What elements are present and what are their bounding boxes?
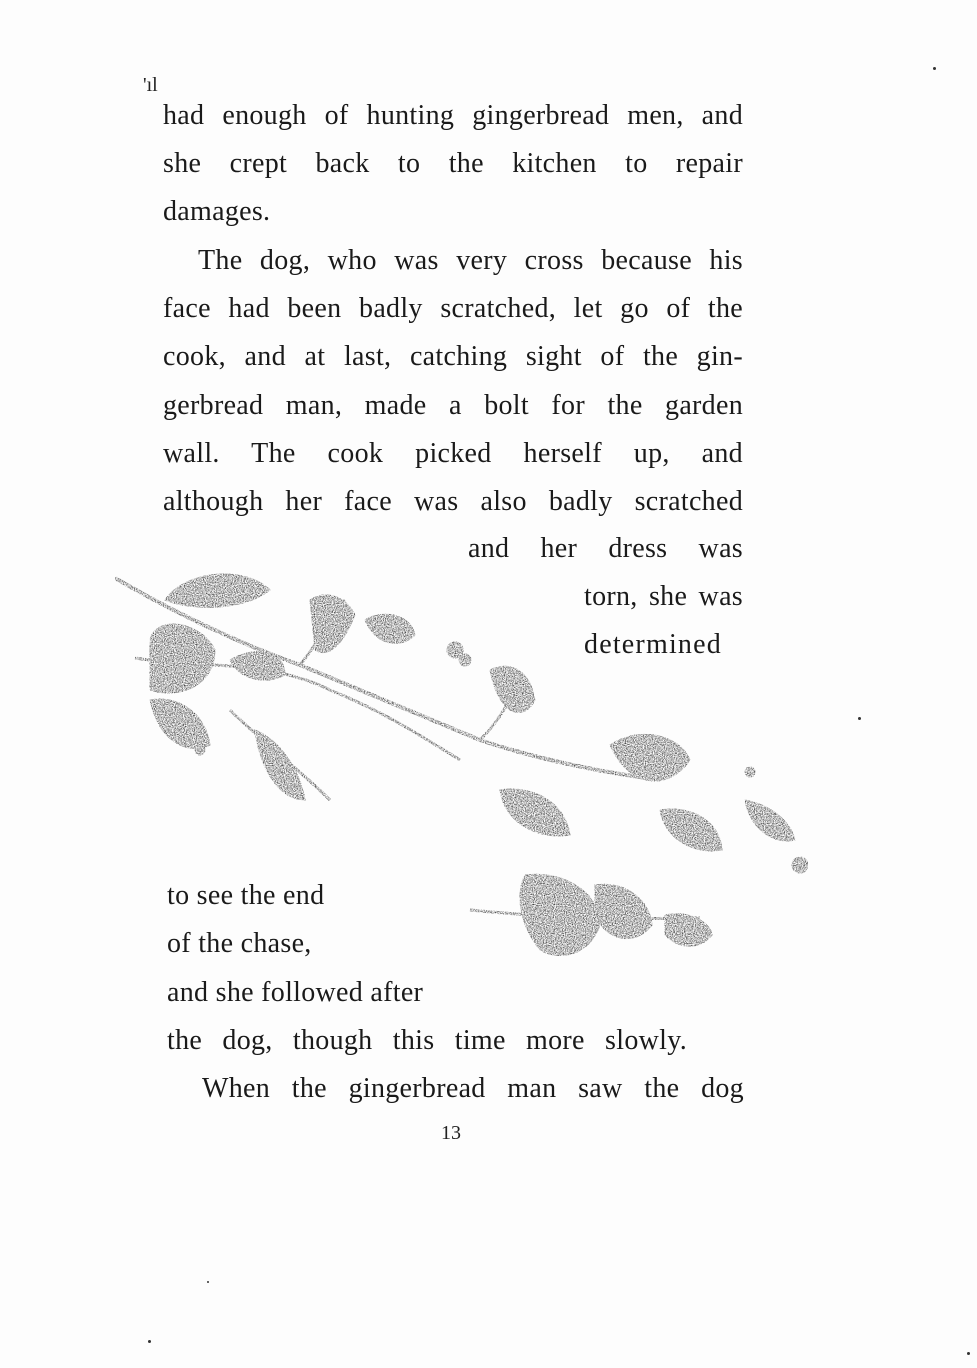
leaf [595,884,652,938]
berry [195,745,205,755]
leaf [150,624,215,693]
scan-speck [207,1281,209,1283]
leaf [165,574,270,607]
leaf [500,789,570,836]
leaf [255,730,305,800]
text-line-6: cook, and at last, catching sight of the gin- [163,341,743,372]
text-line-8: wall. The cook picked herself up, and [163,438,743,469]
leaf [150,699,210,748]
text-line-7: gerbread man, made a bolt for the garden [163,390,743,421]
text-line-5: face had been badly scratched, let go of the [163,293,743,324]
margin-mark: 'ıl [143,74,158,96]
leaf [310,595,355,653]
text-line-17: When the gingerbread man saw the dog [202,1073,744,1104]
text-line-2: she crept back to the kitchen to repair [163,148,743,179]
berry [459,654,471,666]
scan-speck [933,67,936,70]
text-line-13: to see the end [167,880,325,911]
scan-speck [858,717,861,720]
text-line-3: damages. [163,196,271,227]
leaf [520,874,600,955]
text-line-4: The dog, who was very cross because his [198,245,743,276]
berry [792,857,808,873]
text-line-11: torn, she was [584,581,743,612]
leaf [665,914,712,947]
text-line-1: had enough of hunting gingerbread men, and [163,100,743,131]
text-line-16: the dog, though this time more slowly. [167,1025,687,1056]
scan-speck [967,1352,970,1355]
leaf [365,614,415,643]
text-line-15: and she followed after [167,977,424,1008]
text-line-9: although her face was also badly scratched [163,486,743,517]
berry [745,767,755,777]
page-number: 13 [441,1122,461,1144]
leaf [490,666,535,712]
text-line-12: determined [584,629,722,660]
leaf [660,809,722,851]
leaf [745,800,795,841]
text-line-14: of the chase, [167,928,312,959]
text-line-10: and her dress was [468,533,743,564]
scan-speck [148,1340,151,1343]
